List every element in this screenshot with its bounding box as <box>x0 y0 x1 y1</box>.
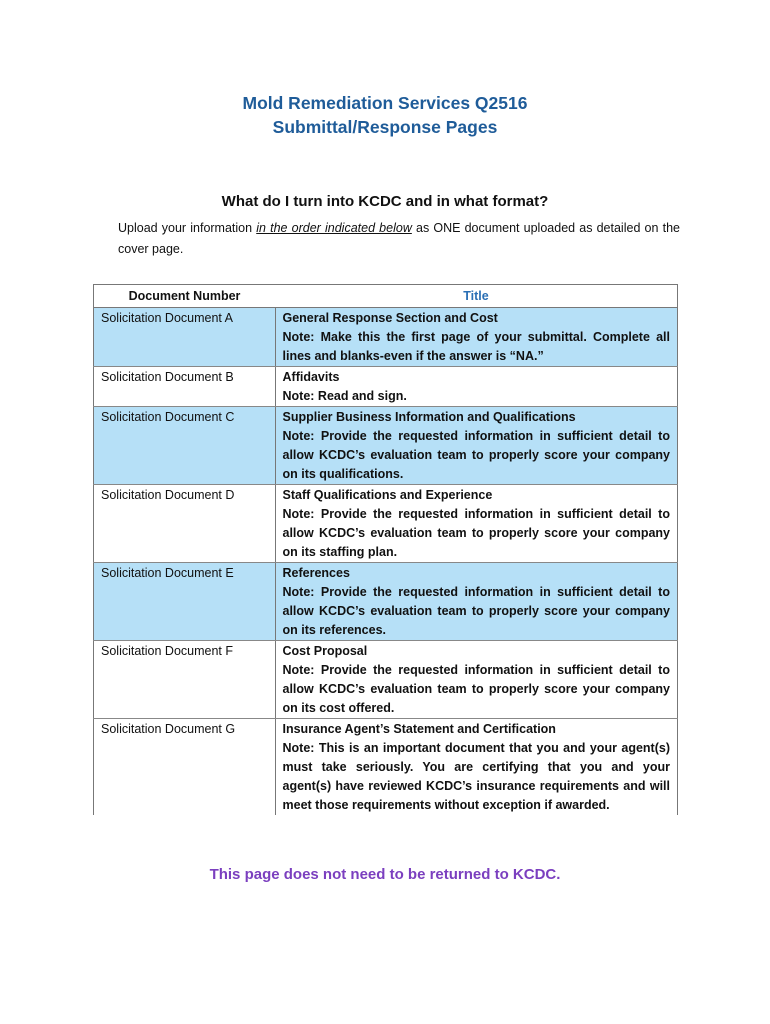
document-title-cell <box>275 485 678 563</box>
document-note: Note: Make this the first page of your submittal. Complete all lines and blanks-even if the answer is “NA.” <box>282 330 670 363</box>
document-title-cell <box>275 641 678 719</box>
document-title-cell <box>275 308 678 367</box>
document-number: Solicitation Document G <box>94 719 276 816</box>
table-row <box>94 308 678 367</box>
page-title-line1: Mold Remediation Services Q2516 <box>242 93 528 113</box>
document-number: Solicitation Document E <box>94 563 276 641</box>
documents-table <box>93 284 678 815</box>
document-title: Staff Qualifications and Experience <box>282 488 493 502</box>
document-title: Affidavits <box>282 370 340 384</box>
table-row <box>94 407 678 485</box>
table-row <box>94 719 678 816</box>
document-title-cell <box>275 367 678 407</box>
document-title: Supplier Business Information and Qualifications <box>282 410 576 424</box>
document-note: Note: Provide the requested information in sufficient detail to allow KCDC’s evaluation team to properly score your company on its staffing plan. <box>282 507 670 559</box>
document-note: Note: This is an important document that you and your agent(s) must take seriously. You are certifying that you and your agent(s) have reviewed KCDC’s insurance requirements and will meet those requirements without exception if awarded. <box>282 741 670 812</box>
document-title: Insurance Agent’s Statement and Certification <box>282 722 556 736</box>
column-header-title: Title <box>275 285 678 308</box>
document-title: General Response Section and Cost <box>282 311 498 325</box>
document-number: Solicitation Document C <box>94 407 276 485</box>
intro-text-after: as ONE document uploaded as detailed on the cover page. <box>118 221 680 256</box>
document-note: Note: Provide the requested information in sufficient detail to allow KCDC’s evaluation team to properly score your company on its cost offered. <box>282 663 670 715</box>
page-title-line2: Submittal/Response Pages <box>272 117 498 137</box>
table-row <box>94 485 678 563</box>
document-number: Solicitation Document F <box>94 641 276 719</box>
document-title-cell <box>275 407 678 485</box>
document-title: Cost Proposal <box>282 644 368 658</box>
section-question: What do I turn into KCDC and in what format? <box>221 193 549 210</box>
document-number: Solicitation Document A <box>94 308 276 367</box>
document-title-cell <box>275 719 678 816</box>
document-note: Note: Read and sign. <box>282 389 407 403</box>
column-header-document-number: Document Number <box>94 285 276 308</box>
table-row <box>94 367 678 407</box>
intro-text-before: Upload your information <box>118 221 257 235</box>
table-row <box>94 563 678 641</box>
document-note: Note: Provide the requested information in sufficient detail to allow KCDC’s evaluation team to properly score your company on its qualifications. <box>282 429 670 481</box>
intro-paragraph <box>118 218 680 260</box>
footer-notice: This page does not need to be returned to KCDC. <box>209 866 561 883</box>
document-number: Solicitation Document B <box>94 367 276 407</box>
document-note: Note: Provide the requested information in sufficient detail to allow KCDC’s evaluation team to properly score your company on its references. <box>282 585 670 637</box>
table-header-row <box>94 285 678 308</box>
page-title <box>0 91 770 139</box>
intro-emphasis: in the order indicated below <box>256 221 412 235</box>
document-title-cell <box>275 563 678 641</box>
document-number: Solicitation Document D <box>94 485 276 563</box>
document-title: References <box>282 566 350 580</box>
table-row <box>94 641 678 719</box>
